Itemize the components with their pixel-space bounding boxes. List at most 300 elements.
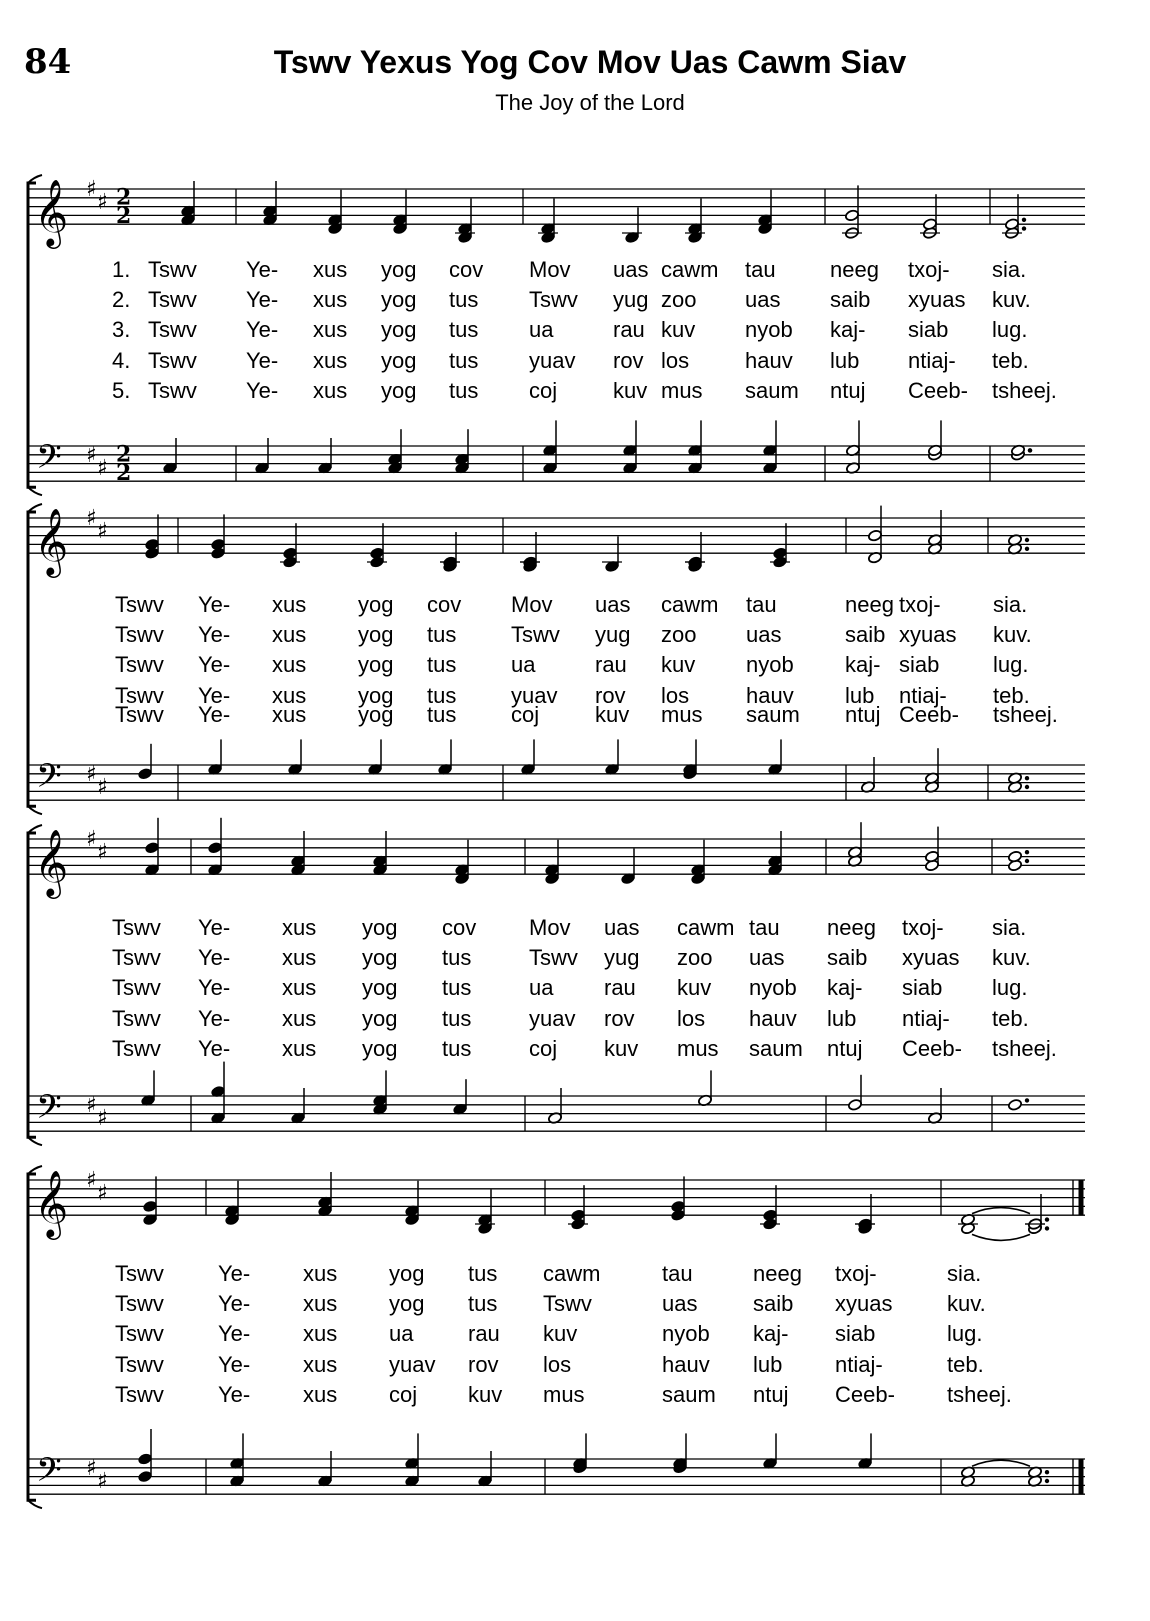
treble-clef-icon: 𝄞 [34, 828, 69, 897]
lyric-syllable: Tswv [115, 1321, 164, 1347]
notehead [138, 1470, 153, 1483]
lyric-syllable: xus [303, 1291, 338, 1317]
lyric-syllable: Ye- [246, 257, 279, 282]
lyric-syllable: ua [529, 975, 554, 1001]
lyric-syllable: tus [427, 652, 457, 678]
lyric-syllable: ntiaj- [835, 1351, 883, 1377]
augmentation-dot [1025, 776, 1029, 780]
lyric-syllable: hauv [745, 347, 793, 373]
lyric-syllable: tus [427, 622, 457, 648]
lyric-syllable: txoj- [899, 592, 941, 617]
lyric-syllable: yog [362, 975, 398, 1001]
lyric-syllable: uas [604, 915, 640, 940]
lyric-syllable: Ye- [198, 622, 231, 648]
lyric-syllable: tsheej. [992, 1035, 1057, 1061]
lyric-syllable: Ceeb- [899, 702, 959, 727]
lyric-syllable: Ye- [198, 592, 231, 617]
lyric-syllable: uas [746, 622, 782, 648]
lyric-syllable: tus [442, 945, 472, 971]
lyric-syllable: uas [613, 257, 649, 282]
lyric-syllable: Tswv [112, 915, 161, 940]
lyric-syllable: yog [358, 682, 394, 708]
lyric-syllable: Tswv [543, 1291, 592, 1317]
lyric-syllable: tsheej. [947, 1381, 1012, 1407]
time-signature-bottom: 2 [116, 203, 132, 230]
lyric-syllable: coj [511, 702, 540, 727]
augmentation-dot [1025, 1098, 1029, 1102]
lyric-syllable: ntuj [830, 377, 866, 403]
lyric-syllable: tsheej. [992, 377, 1057, 403]
augmentation-dot [1045, 1226, 1049, 1230]
lyric-syllable: Tswv [148, 257, 197, 282]
lyric-syllable: lug. [992, 317, 1028, 343]
lyric-syllable: sia. [992, 915, 1027, 940]
lyric-syllable: yug [613, 287, 649, 313]
lyric-syllable: mus [661, 702, 703, 727]
lyric-syllable: yog [362, 945, 398, 971]
lyric-syllable: los [661, 347, 690, 373]
lyric-syllable: teb. [993, 682, 1030, 708]
lyric-syllable: neeg [830, 257, 879, 282]
bass-clef-icon: 𝄢 [36, 1088, 62, 1135]
lyric-syllable: xus [303, 1351, 338, 1377]
lyric-syllable: sia. [947, 1261, 982, 1286]
lyric-syllable: zoo [661, 622, 697, 648]
lyric-syllable: rov [468, 1351, 499, 1377]
time-signature-top: 2 [116, 184, 132, 211]
lyric-syllable: kuv [661, 317, 696, 343]
treble-clef-icon: 𝄞 [34, 507, 69, 576]
augmentation-dot [1025, 859, 1029, 863]
lyric-syllable: kaj- [753, 1321, 789, 1347]
lyric-syllable: xus [272, 702, 307, 727]
lyric-syllable: tus [449, 377, 479, 403]
lyric-syllable: Tswv [112, 1005, 161, 1031]
lyric-syllable: cov [427, 592, 462, 617]
treble-clef-icon: 𝄞 [34, 1169, 69, 1238]
lyric-syllable: ntuj [827, 1035, 863, 1061]
lyric-syllable: neeg [845, 592, 894, 617]
lyric-syllable: tus [427, 682, 457, 708]
lyric-syllable: rov [604, 1005, 635, 1031]
augmentation-dot [1028, 448, 1032, 452]
lyric-syllable: saib [845, 622, 886, 648]
lyric-syllable: Ye- [246, 317, 279, 343]
lyric-syllable: yog [362, 915, 398, 940]
key-sharp-icon: ♯ [86, 177, 97, 202]
lyric-syllable: kaj- [845, 652, 881, 678]
lyric-syllable: xus [313, 287, 348, 313]
lyric-syllable: kaj- [827, 975, 863, 1001]
lyric-syllable: Ye- [218, 1321, 251, 1347]
lyric-syllable: cawm [661, 592, 719, 617]
lyric-syllable: xus [272, 622, 307, 648]
lyric-syllable: siab [902, 975, 943, 1001]
lyric-syllable: yug [604, 945, 640, 971]
lyric-syllable: yog [381, 317, 417, 343]
lyric-syllable: tus [449, 347, 479, 373]
time-signature-bottom: 2 [116, 460, 132, 487]
lyric-syllable: tus [442, 1005, 472, 1031]
lyric-syllable: rau [595, 652, 627, 678]
notehead [845, 209, 860, 222]
lyric-syllable: xus [282, 915, 317, 940]
lyric-syllable: neeg [827, 915, 876, 940]
bass-clef-icon: 𝄢 [36, 438, 62, 485]
lyric-syllable: tus [427, 702, 457, 727]
lyric-syllable: tau [745, 257, 776, 282]
treble-clef-icon: 𝄞 [34, 178, 69, 247]
lyric-syllable: xyuas [902, 945, 960, 971]
notehead [763, 1209, 778, 1222]
lyric-syllable: coj [389, 1381, 418, 1407]
augmentation-dot [1025, 547, 1029, 551]
lyric-syllable: xus [272, 592, 307, 617]
lyric-syllable: kuv [613, 377, 648, 403]
lyric-syllable: nyob [749, 975, 797, 1001]
key-sharp-icon: ♯ [97, 456, 108, 481]
lyric-syllable: Tswv [115, 1351, 164, 1377]
lyric-syllable: Ceeb- [835, 1381, 895, 1407]
lyric-syllable: xus [313, 257, 348, 282]
lyric-syllable: lub [753, 1351, 783, 1377]
lyric-syllable: mus [543, 1381, 585, 1407]
lyric-syllable: siab [899, 652, 940, 678]
lyric-syllable: kuv. [947, 1291, 986, 1317]
lyric-syllable: xyuas [835, 1291, 893, 1317]
lyric-syllable: yog [381, 347, 417, 373]
lyric-syllable: kuv. [993, 622, 1032, 648]
lyric-syllable: ntuj [753, 1381, 789, 1407]
key-sharp-icon: ♯ [97, 1469, 108, 1494]
lyric-syllable: Tswv [115, 1261, 164, 1286]
augmentation-dot [1045, 1479, 1049, 1483]
bass-clef-icon: 𝄢 [36, 757, 62, 804]
lyric-syllable: xus [303, 1261, 338, 1286]
notehead [145, 538, 160, 551]
lyric-syllable: cov [442, 915, 477, 940]
notehead [370, 547, 385, 560]
lyric-syllable: kuv [543, 1321, 578, 1347]
lyric-syllable: Tswv [112, 975, 161, 1001]
lyric-syllable: xus [313, 347, 348, 373]
key-sharp-icon: ♯ [86, 506, 97, 531]
lyric-syllable: Ye- [198, 975, 231, 1001]
lyric-syllable: ntuj [845, 702, 881, 727]
lyric-syllable: ua [529, 317, 554, 343]
lyric-syllable: tau [746, 592, 777, 617]
lyric-syllable: siab [908, 317, 949, 343]
notehead [208, 842, 223, 855]
lyric-syllable: tus [449, 287, 479, 313]
lyric-syllable: rau [613, 317, 645, 343]
lyric-syllable: saib [827, 945, 868, 971]
lyric-syllable: xus [282, 1005, 317, 1031]
lyric-syllable: rau [468, 1321, 500, 1347]
lyric-syllable: Ceeb- [908, 377, 968, 403]
lyric-syllable: 2. [112, 287, 131, 313]
lyric-syllable: rov [613, 347, 644, 373]
lyric-syllable: nyob [746, 652, 794, 678]
lyric-syllable: Tswv [115, 652, 164, 678]
lyric-syllable: xus [272, 682, 307, 708]
lyric-syllable: Tswv [115, 1291, 164, 1317]
tie [972, 1460, 1030, 1466]
lyric-syllable: kuv. [992, 945, 1031, 971]
lyric-syllable: lub [845, 682, 875, 708]
lyric-syllable: tus [442, 975, 472, 1001]
key-sharp-icon: ♯ [97, 190, 108, 216]
lyric-syllable: ntiaj- [902, 1005, 950, 1031]
notehead [1008, 1099, 1023, 1112]
lyric-syllable: yuav [511, 682, 558, 708]
lyric-syllable: neeg [753, 1261, 802, 1286]
lyric-syllable: rov [595, 682, 626, 708]
lyric-syllable: 4. [112, 347, 131, 373]
lyric-syllable: kuv [677, 975, 712, 1001]
lyric-syllable: xus [282, 975, 317, 1001]
lyric-syllable: uas [595, 592, 631, 617]
lyric-syllable: nyob [745, 317, 793, 343]
lyric-syllable: xus [313, 317, 348, 343]
lyric-syllable: los [677, 1005, 706, 1031]
lyric-syllable: Tswv [529, 945, 578, 971]
lyric-syllable: xus [313, 377, 348, 403]
lyric-syllable: mus [661, 377, 703, 403]
lyric-syllable: hauv [749, 1005, 797, 1031]
lyric-syllable: kuv [595, 702, 630, 727]
lyric-syllable: kuv [604, 1035, 639, 1061]
lyric-syllable: kuv [468, 1381, 503, 1407]
key-sharp-icon: ♯ [97, 519, 108, 545]
lyric-syllable: coj [529, 377, 558, 403]
key-sharp-icon: ♯ [86, 761, 97, 787]
lyric-syllable: xus [282, 1035, 317, 1061]
lyric-syllable: saib [830, 287, 871, 313]
lyric-syllable: txoj- [908, 257, 950, 282]
augmentation-dot [1025, 850, 1029, 854]
lyric-syllable: Mov [529, 915, 571, 940]
key-sharp-icon: ♯ [86, 827, 97, 852]
hymn-number: 84 [24, 42, 72, 82]
lyric-syllable: Tswv [148, 287, 197, 313]
lyric-syllable: tus [468, 1291, 498, 1317]
notehead [773, 547, 788, 560]
lyric-syllable: teb. [992, 347, 1029, 373]
key-sharp-icon: ♯ [97, 840, 108, 866]
tie [972, 1234, 1030, 1240]
lyric-syllable: Tswv [148, 377, 197, 403]
lyric-syllable: ua [511, 652, 536, 678]
key-sharp-icon: ♯ [97, 1181, 108, 1207]
lyric-syllable: Tswv [511, 622, 560, 648]
lyric-syllable: Tswv [115, 622, 164, 648]
lyric-syllable: Mov [511, 592, 553, 617]
lyric-syllable: yuav [389, 1351, 436, 1377]
lyric-syllable: los [661, 682, 690, 708]
lyric-syllable: Tswv [112, 1035, 161, 1061]
notehead [571, 1209, 586, 1222]
lyric-syllable: saib [753, 1291, 794, 1317]
lyric-syllable: tau [749, 915, 780, 940]
notehead [138, 768, 153, 781]
lyric-syllable: Ye- [198, 652, 231, 678]
notehead [145, 842, 160, 855]
lyric-syllable: cov [449, 257, 484, 282]
lyric-syllable: Ye- [198, 1005, 231, 1031]
lyric-syllable: sia. [992, 257, 1027, 282]
augmentation-dot [1022, 226, 1026, 230]
lyric-syllable: uas [745, 287, 781, 313]
lyric-syllable: uas [749, 945, 785, 971]
augmentation-dot [1045, 1217, 1049, 1221]
lyric-syllable: yuav [529, 347, 576, 373]
lyric-syllable: teb. [947, 1351, 984, 1377]
lyric-syllable: kuv. [992, 287, 1031, 313]
lyric-syllable: yog [358, 702, 394, 727]
lyric-syllable: Ye- [198, 945, 231, 971]
augmentation-dot [1025, 538, 1029, 542]
notehead [138, 1453, 153, 1466]
lyric-syllable: lub [830, 347, 860, 373]
key-sharp-icon: ♯ [86, 1455, 97, 1481]
lyric-syllable: yog [389, 1261, 425, 1286]
lyric-syllable: kuv [661, 652, 696, 678]
lyric-syllable: sia. [993, 592, 1028, 617]
lyric-syllable: saum [746, 702, 800, 727]
lyric-syllable: zoo [677, 945, 713, 971]
lyric-syllable: Tswv [115, 702, 164, 727]
lyric-syllable: Ye- [198, 915, 231, 940]
lyric-syllable: cawm [661, 257, 719, 282]
notehead [283, 547, 298, 560]
lyric-syllable: Ceeb- [902, 1035, 962, 1061]
lyric-syllable: ntiaj- [908, 347, 956, 373]
lyric-syllable: Ye- [198, 702, 231, 727]
lyric-syllable: siab [835, 1321, 876, 1347]
lyric-syllable: txoj- [835, 1261, 877, 1286]
lyric-syllable: 3. [112, 317, 131, 343]
lyric-syllable: coj [529, 1035, 558, 1061]
tie [972, 1208, 1030, 1214]
lyric-syllable: 5. [112, 377, 131, 403]
lyric-syllable: Tswv [148, 317, 197, 343]
hymn-subtitle: The Joy of the Lord [495, 90, 685, 115]
lyric-syllable: yuav [529, 1005, 576, 1031]
key-sharp-icon: ♯ [86, 442, 97, 468]
lyric-syllable: yog [358, 622, 394, 648]
hymn-title: Tswv Yexus Yog Cov Mov Uas Cawm Siav [273, 44, 907, 80]
lyric-syllable: yug [595, 622, 631, 648]
lyric-syllable: yog [389, 1291, 425, 1317]
lyric-syllable: yog [362, 1005, 398, 1031]
lyric-syllable: teb. [992, 1005, 1029, 1031]
lyric-syllable: Tswv [529, 287, 578, 313]
lyric-syllable: hauv [662, 1351, 710, 1377]
lyric-syllable: ntiaj- [899, 682, 947, 708]
lyric-syllable: xus [303, 1321, 338, 1347]
notehead [848, 1099, 863, 1112]
notehead [671, 1200, 686, 1213]
time-signature-top: 2 [116, 441, 132, 468]
lyric-syllable: Ye- [198, 1035, 231, 1061]
key-sharp-icon: ♯ [86, 1092, 97, 1118]
lyric-syllable: lug. [993, 652, 1029, 678]
lyric-syllable: ua [389, 1321, 414, 1347]
lyric-syllable: nyob [662, 1321, 710, 1347]
lyric-syllable: Ye- [246, 347, 279, 373]
lyric-syllable: yog [358, 652, 394, 678]
lyric-syllable: rau [604, 975, 636, 1001]
notehead [143, 1200, 158, 1213]
lyric-syllable: saum [745, 377, 799, 403]
lyric-syllable: xyuas [908, 287, 966, 313]
lyric-syllable: 1. [112, 257, 131, 282]
key-sharp-icon: ♯ [97, 1106, 108, 1131]
lyric-syllable: Ye- [198, 682, 231, 708]
lyric-syllable: Ye- [246, 377, 279, 403]
key-sharp-icon: ♯ [97, 775, 108, 800]
lyric-syllable: yog [362, 1035, 398, 1061]
lyric-syllable: hauv [746, 682, 794, 708]
lyric-syllable: mus [677, 1035, 719, 1061]
lyric-syllable: saum [662, 1381, 716, 1407]
lyric-syllable: zoo [661, 287, 697, 313]
lyric-syllable: yog [358, 592, 394, 617]
lyric-syllable: yog [381, 287, 417, 313]
lyric-syllable: tsheej. [993, 702, 1058, 727]
notehead [868, 529, 883, 542]
lyric-syllable: Tswv [112, 945, 161, 971]
lyric-syllable: tus [442, 1035, 472, 1061]
notehead [211, 538, 226, 551]
key-sharp-icon: ♯ [86, 1168, 97, 1193]
augmentation-dot [1025, 785, 1029, 789]
lyric-syllable: lug. [992, 975, 1028, 1001]
lyric-syllable: Tswv [115, 682, 164, 708]
lyric-syllable: tus [449, 317, 479, 343]
lyric-syllable: Ye- [218, 1381, 251, 1407]
bass-clef-icon: 𝄢 [36, 1451, 62, 1498]
lyric-syllable: cawm [677, 915, 735, 940]
lyric-syllable: saum [749, 1035, 803, 1061]
lyric-syllable: xus [272, 652, 307, 678]
lyric-syllable: cawm [543, 1261, 601, 1286]
lyric-syllable: kaj- [830, 317, 866, 343]
lyric-syllable: xus [282, 945, 317, 971]
lyric-syllable: Ye- [246, 287, 279, 313]
augmentation-dot [1022, 218, 1026, 222]
lyric-syllable: Ye- [218, 1351, 251, 1377]
lyric-syllable: txoj- [902, 915, 944, 940]
lyric-syllable: Tswv [148, 347, 197, 373]
augmentation-dot [1045, 1470, 1049, 1474]
lyric-syllable: xus [303, 1381, 338, 1407]
lyric-syllable: uas [662, 1291, 698, 1317]
lyric-syllable: los [543, 1351, 572, 1377]
lyric-syllable: Ye- [218, 1261, 251, 1286]
lyric-syllable: Ye- [218, 1291, 251, 1317]
lyric-syllable: xyuas [899, 622, 957, 648]
lyric-syllable: Mov [529, 257, 571, 282]
lyric-syllable: yog [381, 257, 417, 282]
lyric-syllable: yog [381, 377, 417, 403]
lyric-syllable: Tswv [115, 592, 164, 617]
lyric-syllable: Tswv [115, 1381, 164, 1407]
lyric-syllable: tus [468, 1261, 498, 1286]
lyric-syllable: lub [827, 1005, 857, 1031]
lyric-syllable: lug. [947, 1321, 983, 1347]
